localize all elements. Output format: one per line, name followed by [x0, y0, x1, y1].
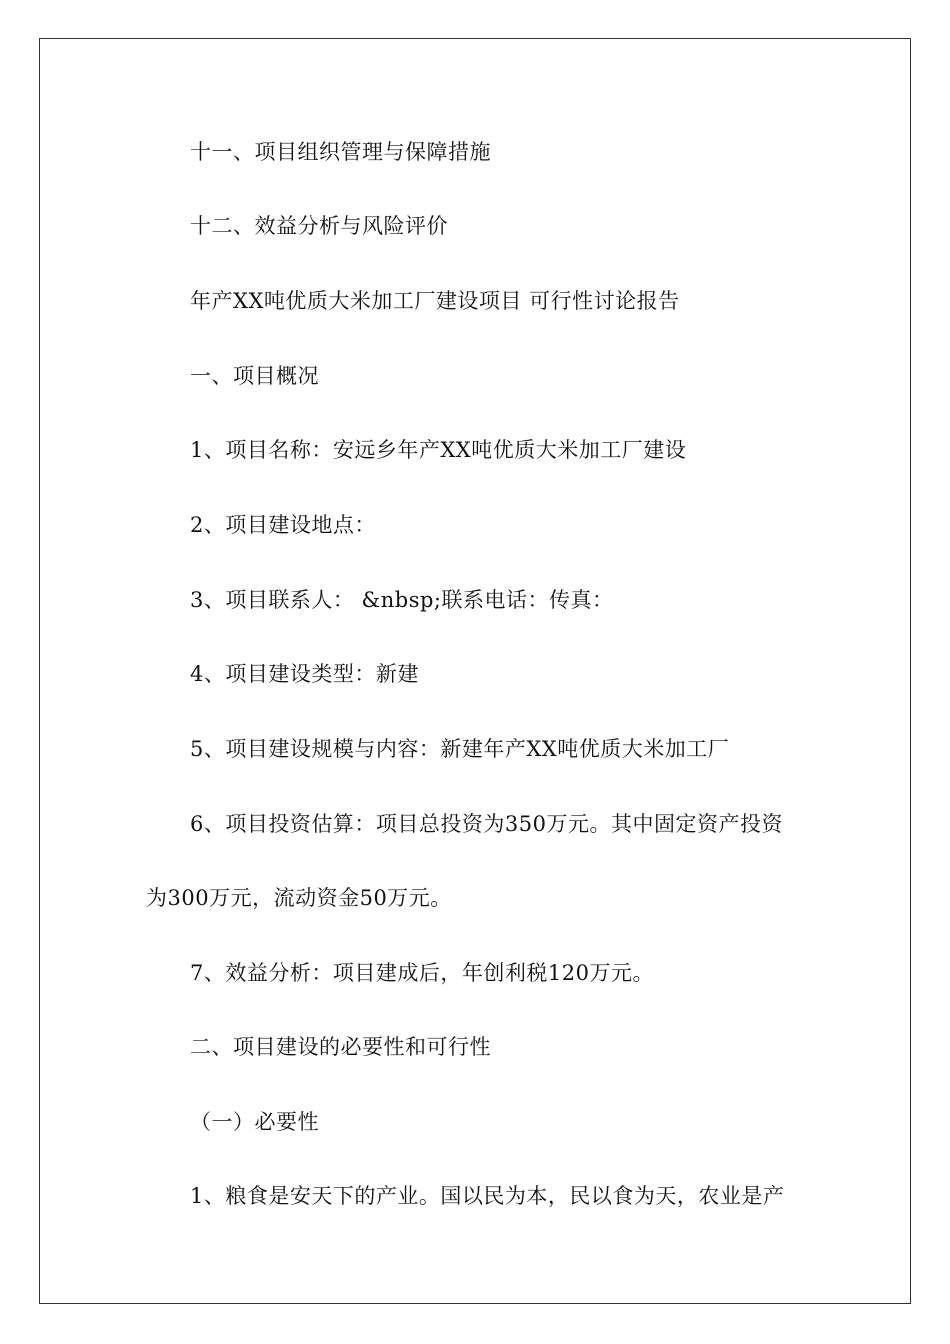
subheading-necessity: （一）必要性 [190, 1110, 319, 1134]
heading-necessity-feasibility: 二、项目建设的必要性和可行性 [190, 1035, 491, 1059]
project-location-line: 2、项目建设地点： [190, 513, 376, 537]
heading-project-overview: 一、项目概况 [190, 364, 319, 388]
project-investment-line: 6、项目投资估算：项目总投资为350万元。其中固定资产投资 [190, 812, 783, 836]
project-scale-line: 5、项目建设规模与内容：新建年产XX吨优质大米加工厂 [190, 737, 730, 761]
project-type-line: 4、项目建设类型：新建 [190, 662, 419, 686]
heading-section-12: 十二、效益分析与风险评价 [190, 214, 448, 238]
project-investment-line-continued: 为300万元，流动资金50万元。 [146, 886, 452, 910]
report-title: 年产XX吨优质大米加工厂建设项目 可行性讨论报告 [190, 289, 680, 313]
project-contact-line: 3、项目联系人： &nbsp;联系电话：传真： [190, 588, 614, 612]
project-name-line: 1、项目名称：安远乡年产XX吨优质大米加工厂建设 [190, 438, 687, 462]
heading-section-11: 十一、项目组织管理与保障措施 [190, 140, 491, 164]
necessity-paragraph-line: 1、粮食是安天下的产业。国以民为本，民以食为天，农业是产 [190, 1184, 785, 1208]
benefit-analysis-line: 7、效益分析：项目建成后，年创利税120万元。 [190, 961, 654, 985]
page-frame [39, 38, 911, 1304]
